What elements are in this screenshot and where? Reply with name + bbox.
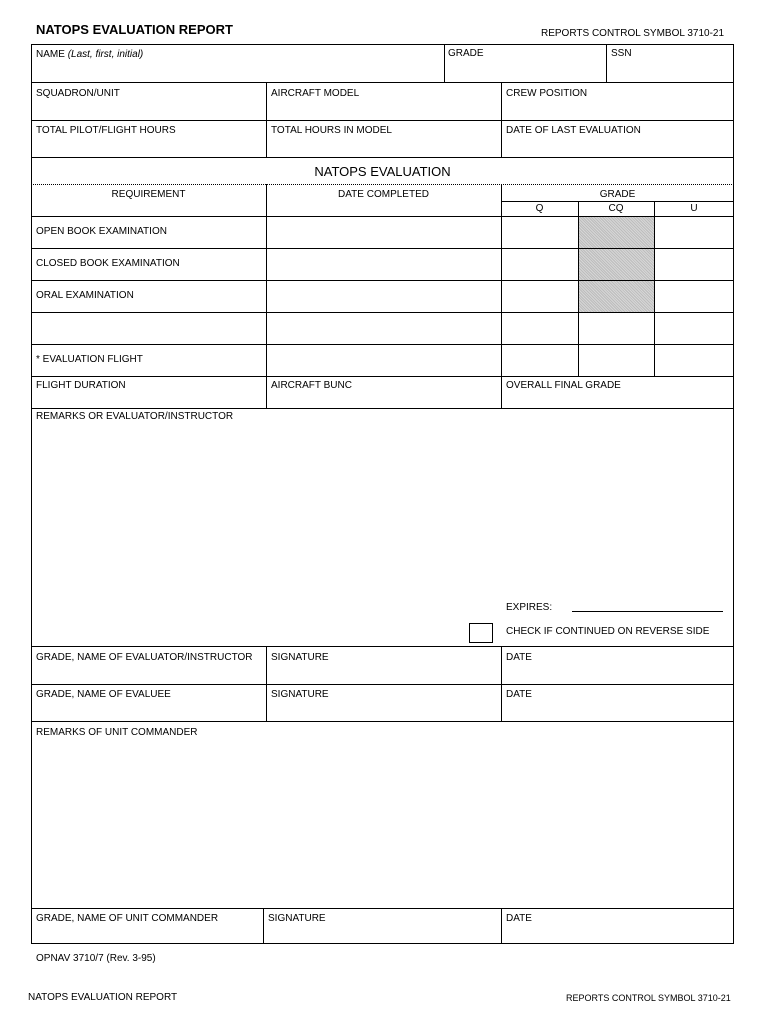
rule [501,908,502,944]
last-evaluation-field-label[interactable]: DATE OF LAST EVALUATION [506,125,641,136]
evaluee-grade-name-label[interactable]: GRADE, NAME OF EVALUEE [36,689,171,700]
evaluator-date-label[interactable]: DATE [506,652,532,663]
cq-shaded-cell [579,281,654,312]
col-requirement: REQUIREMENT [111,189,186,200]
rule [31,82,734,83]
grade-u-header: U [690,203,698,214]
rule [31,908,734,909]
rule [31,408,734,409]
requirement-evaluation-flight: * EVALUATION FLIGHT [36,354,143,365]
rule [31,376,734,377]
footer-symbol: REPORTS CONTROL SYMBOL 3710-21 [566,993,731,1003]
rule [31,312,734,313]
hours-in-model-field-label[interactable]: TOTAL HOURS IN MODEL [271,125,392,136]
col-date-completed: DATE COMPLETED [338,189,429,200]
commander-signature-label[interactable]: SIGNATURE [268,913,326,924]
form-title: NATOPS EVALUATION REPORT [36,22,233,37]
rule [501,184,502,408]
evaluator-grade-name-label[interactable]: GRADE, NAME OF EVALUATOR/INSTRUCTOR [36,652,253,663]
aircraft-model-field-label[interactable]: AIRCRAFT MODEL [271,88,360,99]
flight-duration-field-label[interactable]: FLIGHT DURATION [36,380,126,391]
requirement-open-book: OPEN BOOK EXAMINATION [36,226,167,237]
requirement-closed-book: CLOSED BOOK EXAMINATION [36,258,180,269]
evaluator-signature-label[interactable]: SIGNATURE [271,652,329,663]
commander-date-label[interactable]: DATE [506,913,532,924]
rule [31,120,734,121]
expires-line[interactable] [572,611,723,612]
total-hours-field-label[interactable]: TOTAL PILOT/FLIGHT HOURS [36,125,176,136]
expires-label: EXPIRES: [506,602,553,613]
evaluee-signature-label[interactable]: SIGNATURE [271,689,329,700]
rule [266,184,267,408]
grade-field-label[interactable]: GRADE [448,48,484,59]
remarks-commander-label[interactable]: REMARKS OF UNIT COMMANDER [36,727,198,738]
rule [31,684,734,685]
evaluee-date-label[interactable]: DATE [506,689,532,700]
section-title: NATOPS EVALUATION [314,164,451,179]
rule [31,184,734,185]
rule [31,157,734,158]
rule [31,646,734,647]
rule [606,44,607,82]
crew-position-field-label[interactable]: CREW POSITION [506,88,588,99]
continued-label: CHECK IF CONTINUED ON REVERSE SIDE [506,626,710,637]
form-number: OPNAV 3710/7 (Rev. 3-95) [36,953,156,964]
grade-q-header: Q [535,203,544,214]
cq-shaded-cell [579,217,654,248]
ssn-field-label[interactable]: SSN [611,48,632,59]
form-frame [31,44,734,944]
name-field-label[interactable] [36,49,143,60]
name-label: NAME [36,49,65,60]
rule [501,201,734,202]
rule [266,646,267,721]
footer-title: NATOPS EVALUATION REPORT [28,992,178,1003]
rule [266,82,267,157]
rule [31,721,734,722]
rule [501,646,502,721]
commander-grade-name-label[interactable]: GRADE, NAME OF UNIT COMMANDER [36,913,219,924]
col-grade: GRADE [599,189,636,200]
requirement-oral: ORAL EXAMINATION [36,290,134,301]
name-hint: (Last, first, initial) [67,49,144,60]
rule [654,201,655,376]
grade-cq-header: CQ [608,203,624,214]
rule [501,82,502,157]
squadron-field-label[interactable]: SQUADRON/UNIT [36,88,120,99]
rule [444,44,445,82]
cq-shaded-cell [579,249,654,280]
overall-grade-field-label[interactable]: OVERALL FINAL GRADE [506,380,621,391]
aircraft-bunc-field-label[interactable]: AIRCRAFT BUNC [271,380,352,391]
remarks-evaluator-label[interactable]: REMARKS OR EVALUATOR/INSTRUCTOR [36,411,234,422]
rule [263,908,264,944]
reports-control-symbol: REPORTS CONTROL SYMBOL 3710-21 [541,28,725,39]
rule [31,344,734,345]
continued-checkbox[interactable] [469,623,493,643]
